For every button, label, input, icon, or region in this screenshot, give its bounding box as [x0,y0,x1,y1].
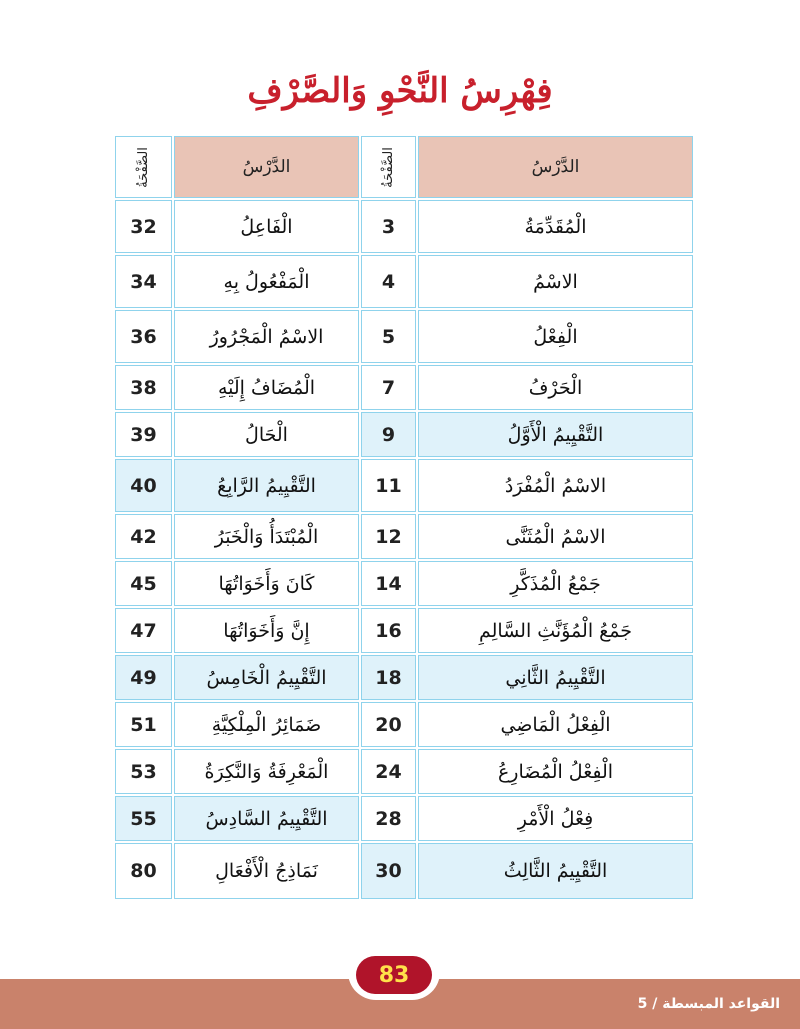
lesson-cell [418,412,693,457]
lesson-cell [418,749,693,794]
page-number-cell [115,459,172,512]
lesson-title: الْفِعْلُ الْمُضَارِعُ [497,760,614,783]
page-number-cell [115,655,172,700]
page-number: 16 [375,619,402,642]
page-number-cell [115,200,172,253]
page-number-cell [361,796,416,841]
lesson-title: نَمَاذِجُ الْأَفْعَالِ [215,860,318,882]
page-number: 53 [130,760,157,783]
page-number: 45 [130,572,157,595]
lesson-title: التَّقْيِيمُ الْخَامِسُ [206,666,327,689]
lesson-cell [174,561,359,606]
page-number: 11 [375,474,402,497]
column-header-page-label: الصَّفْحَةُ [135,146,151,188]
page-number: 9 [381,423,396,446]
page-number-cell [361,255,416,308]
lesson-title: الْحَالُ [245,423,288,446]
lesson-cell [174,255,359,308]
lesson-cell [418,608,693,653]
lesson-cell [174,200,359,253]
column-header-page [115,136,172,198]
page-number-cell [361,749,416,794]
right-lesson-column [418,136,693,901]
page-number-cell [361,843,416,899]
page-number: 55 [130,807,157,830]
page-number: 39 [130,423,157,446]
lesson-cell [418,255,693,308]
page-number: 34 [130,270,157,293]
lesson-title: التَّقْيِيمُ الرَّابِعُ [217,474,316,497]
lesson-title: الْمُقَدِّمَةُ [524,215,587,238]
lesson-cell [418,561,693,606]
column-header-page [361,136,416,198]
lesson-cell [174,412,359,457]
left-lesson-column [174,136,359,901]
page-number-cell [361,200,416,253]
lesson-cell [174,749,359,794]
page-number-cell [115,310,172,363]
page-number-cell [361,365,416,410]
toc-table [115,136,693,901]
page-number-cell [361,702,416,747]
lesson-title: إِنَّ وَأَخَوَاتُهَا [223,619,310,642]
lesson-title: التَّقْيِيمُ الثَّالِثُ [503,860,608,882]
page-number-cell [115,702,172,747]
page-number-cell [361,608,416,653]
page-number: 24 [375,760,402,783]
page-number-cell [361,561,416,606]
lesson-title: كَانَ وَأَخَوَاتُهَا [218,572,315,595]
page-number: 5 [381,325,396,348]
lesson-title: التَّقْيِيمُ الْأَوَّلُ [507,423,604,446]
page-number-cell [361,459,416,512]
lesson-title: فِعْلُ الْأَمْرِ [517,807,594,830]
page-number-cell [115,561,172,606]
page-number-cell [361,514,416,559]
lesson-cell [174,365,359,410]
lesson-title: الاسْمُ الْمُفْرَدُ [504,474,607,497]
page-number: 12 [375,525,402,548]
lesson-cell [418,459,693,512]
lesson-title: التَّقْيِيمُ السَّادِسُ [205,807,328,830]
page-title: فِهْرِسُ النَّحْوِ وَالصَّرْفِ [247,71,553,111]
column-header-page-label: الصَّفْحَةُ [380,146,396,188]
page-number: 20 [375,713,402,736]
lesson-title: الاسْمُ الْمَجْرُورُ [209,325,324,348]
page-number: 4 [381,270,396,293]
page-number-cell [115,749,172,794]
lesson-cell [418,365,693,410]
page-number: 30 [375,860,402,882]
lesson-title: الْحَرْفُ [528,376,583,399]
page-number-cell [115,514,172,559]
page-number: 3 [381,215,396,238]
page-number-cell [115,365,172,410]
lesson-cell [174,843,359,899]
lesson-cell [174,459,359,512]
page-number-cell [115,255,172,308]
footer-caption: القواعد المبسطة / 5 [637,996,780,1012]
page-number-cell [361,310,416,363]
lesson-cell [174,514,359,559]
lesson-cell [174,796,359,841]
lesson-title: الْمُضَافُ إِلَيْهِ [217,376,316,399]
page-number: 32 [130,215,157,238]
right-page-column [361,136,416,901]
lesson-title: جَمْعُ الْمُؤَنَّثِ السَّالِمِ [479,619,632,642]
lesson-title: ضَمَائِرُ الْمِلْكِيَّةِ [211,713,322,736]
column-header-lesson: الدَّرْسُ [174,136,359,198]
page-number-cell [115,843,172,899]
page-number: 14 [375,572,402,595]
lesson-cell [418,796,693,841]
lesson-title: الْفِعْلُ [533,325,578,348]
left-page-column [115,136,172,901]
page-number-cell [115,412,172,457]
lesson-cell [418,310,693,363]
page-number: 28 [375,807,402,830]
page-number: 51 [130,713,157,736]
lesson-cell [418,200,693,253]
lesson-cell [418,702,693,747]
page-number-cell [115,796,172,841]
page-number: 18 [375,666,402,689]
lesson-title: جَمْعُ الْمُذَكَّرِ [510,572,601,595]
lesson-title: الاسْمُ [533,270,578,293]
page-number: 80 [130,860,157,882]
lesson-title: التَّقْيِيمُ الثَّانِي [505,666,606,689]
page-number-cell [361,655,416,700]
page-number: 7 [381,376,396,399]
lesson-cell [174,702,359,747]
lesson-cell [174,608,359,653]
lesson-cell [174,310,359,363]
lesson-cell [418,843,693,899]
column-header-lesson: الدَّرْسُ [418,136,693,198]
lesson-cell [174,655,359,700]
page-number: 42 [130,525,157,548]
page-number: 40 [130,474,157,497]
page-number: 47 [130,619,157,642]
lesson-cell [418,514,693,559]
page-number: 36 [130,325,157,348]
page-number: 49 [130,666,157,689]
page-number-cell [115,608,172,653]
lesson-title: الْفَاعِلُ [240,215,293,238]
lesson-title: الْمَفْعُولُ بِهِ [223,270,310,293]
lesson-title: الْمُبْتَدَأُ وَالْخَبَرُ [214,525,319,548]
lesson-title: الْمَعْرِفَةُ وَالنَّكِرَةُ [204,760,329,783]
lesson-title: الْفِعْلُ الْمَاضِي [500,713,611,736]
page-number-cell [361,412,416,457]
page-number-badge: 83 [356,956,432,994]
lesson-cell [418,655,693,700]
page-number: 38 [130,376,157,399]
lesson-title: الاسْمُ الْمُثَنَّى [505,525,606,548]
